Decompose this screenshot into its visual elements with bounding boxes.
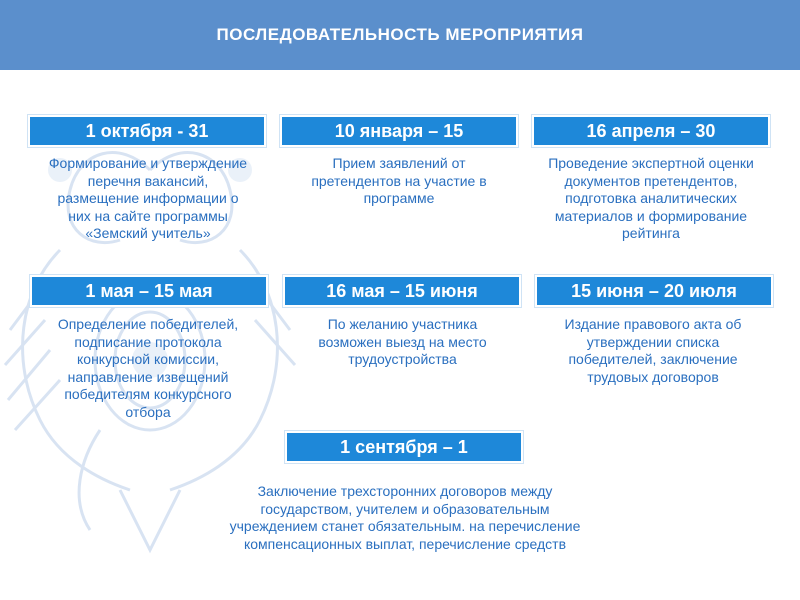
stage-5-description: По желанию участника возможен выезд на место трудоустройства: [318, 316, 487, 367]
stage-4-description: Определение победителей, подписание протокола конкурсной комиссии, направление извещений победителям конкурсного отбора: [57, 316, 239, 420]
stage-1-date: 1 октября - 31: [28, 115, 266, 147]
stage-3-description: Проведение экспертной оценки документов претендентов, подготовка аналитических материалов и формирование рейтинга: [548, 155, 754, 241]
stage-7-description: Заключение трехсторонних договоров между государством, учителем и образовательным учреждением станет обязательным. на перечисление компенсационных выплат, перечисление средств: [229, 483, 581, 552]
stage-2-description: Прием заявлений от претендентов на участие в программе: [311, 155, 487, 206]
stage-4-date: 1 мая – 15 мая: [30, 275, 268, 307]
header-bar: [0, 0, 800, 70]
stage-2-date: 10 января – 15: [280, 115, 518, 147]
page-title: ПОСЛЕДОВАТЕЛЬНОСТЬ МЕРОПРИЯТИЯ: [216, 25, 584, 44]
stage-7-date: 1 сентября – 1: [285, 431, 523, 463]
stage-6-date: 15 июня – 20 июля: [535, 275, 773, 307]
stage-6-description: Издание правового акта об утверждении списка победителей, заключение трудовых договоров: [564, 316, 742, 385]
stage-1-description: Формирование и утверждение перечня вакансий, размещение информации о них на сайте программы «Земский учитель»: [48, 155, 248, 241]
stage-3-date: 16 апреля – 30: [532, 115, 770, 147]
stage-5-date: 16 мая – 15 июня: [283, 275, 521, 307]
